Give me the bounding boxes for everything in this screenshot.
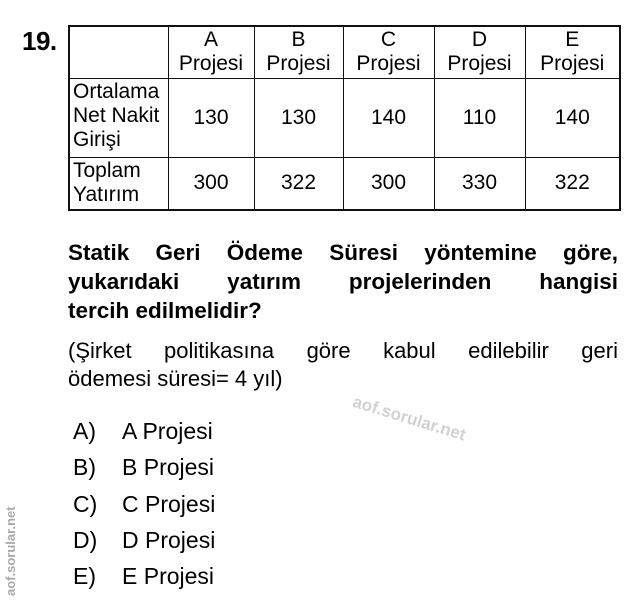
watermark-diagonal: aof.sorular.net	[350, 392, 469, 445]
answer-options	[73, 414, 215, 595]
option-letter: A)	[73, 418, 96, 444]
column-header-a: A Projesi	[168, 26, 254, 78]
note-line: (Şirket politikasına göre kabul edilebilir geri	[68, 338, 618, 363]
table-row	[69, 78, 620, 157]
watermark-vertical: aof.sorular.net	[3, 506, 18, 596]
table-row	[69, 157, 620, 210]
table-cell: 322	[254, 157, 343, 210]
question-number: 19.	[22, 26, 57, 56]
table-header-row	[69, 26, 620, 78]
table-cell: 330	[434, 157, 525, 210]
table-cell: 140	[525, 78, 620, 157]
table-cell: 300	[168, 157, 254, 210]
question-text	[68, 238, 618, 325]
table-cell: 140	[343, 78, 434, 157]
row-label-average-net-cash-inflow: Ortalama Net Nakit Girişi	[69, 78, 168, 157]
option-d[interactable]	[73, 523, 215, 559]
policy-note	[68, 337, 618, 393]
table-cell: 322	[525, 157, 620, 210]
option-letter: B)	[73, 454, 96, 481]
table-cell: 130	[168, 78, 254, 157]
option-text: C Projesi	[122, 490, 216, 517]
option-letter: C)	[73, 490, 98, 517]
table-corner-cell	[69, 26, 168, 78]
option-letter: D)	[73, 526, 98, 553]
question-line: tercih edilmelidir?	[68, 298, 262, 323]
option-e[interactable]	[73, 559, 215, 595]
option-a[interactable]	[73, 414, 215, 450]
column-header-b: B Projesi	[254, 26, 343, 78]
option-text: D Projesi	[122, 526, 216, 553]
table-cell: 110	[434, 78, 525, 157]
option-b[interactable]	[73, 450, 215, 486]
row-label-total-investment: Toplam Yatırım	[69, 157, 168, 210]
question-line: yukarıdaki yatırım projelerinden hangisi	[68, 269, 618, 294]
column-header-d: D Projesi	[434, 26, 525, 78]
column-header-c: C Projesi	[343, 26, 434, 78]
column-header-e: E Projesi	[525, 26, 620, 78]
question-line: Statik Geri Ödeme Süresi yöntemine göre,	[68, 240, 618, 265]
table-cell: 300	[343, 157, 434, 210]
option-letter: E)	[73, 563, 96, 590]
option-c[interactable]	[73, 487, 215, 523]
option-text: E Projesi	[122, 563, 215, 590]
option-text: A Projesi	[122, 418, 213, 444]
projects-table	[68, 25, 621, 211]
note-line: ödemesi süresi= 4 yıl)	[68, 366, 283, 391]
table-cell: 130	[254, 78, 343, 157]
option-text: B Projesi	[122, 454, 215, 481]
